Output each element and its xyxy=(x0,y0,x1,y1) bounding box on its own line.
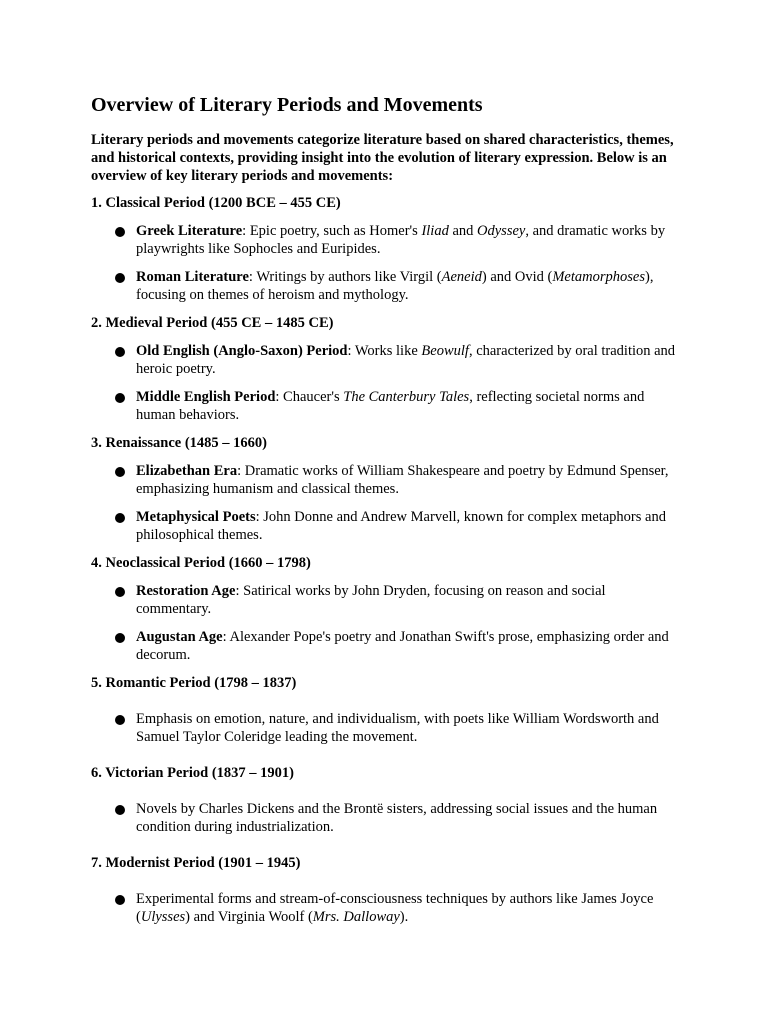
period-victorian xyxy=(91,764,681,836)
item-term: Greek Literature xyxy=(136,223,243,239)
item-text: Works like xyxy=(354,343,422,359)
item-term: Augustan Age xyxy=(136,629,223,645)
work-title: Aeneid xyxy=(441,269,482,285)
list-item xyxy=(115,222,681,258)
period-items xyxy=(91,582,681,664)
item-separator: : xyxy=(222,629,230,645)
item-text: and xyxy=(448,223,478,239)
period-items xyxy=(91,890,681,926)
item-term: Old English (Anglo-Saxon) Period xyxy=(136,343,348,359)
period-modernist xyxy=(91,854,681,926)
period-classical xyxy=(91,194,681,304)
item-text: Satirical works by John Dryden, focusing on reason and social commentary. xyxy=(136,583,606,617)
item-text: , reflecting societal norms and human behaviors. xyxy=(136,389,645,423)
item-separator: : xyxy=(275,389,284,405)
item-separator: : xyxy=(235,583,244,599)
item-text: , characterized by oral tradition and heroic poetry. xyxy=(136,343,676,377)
item-separator: : xyxy=(248,269,257,285)
bullet-icon xyxy=(115,633,125,643)
bullet-icon xyxy=(115,805,125,815)
work-title: Beowulf xyxy=(421,343,469,359)
item-text: John Donne and Andrew Marvell, known for complex metaphors and philosophical themes. xyxy=(136,509,666,543)
period-heading: 6. Victorian Period (1837 – 1901) xyxy=(91,765,294,781)
period-items xyxy=(91,710,681,746)
document-title: Overview of Literary Periods and Movements xyxy=(91,94,483,116)
list-item xyxy=(115,268,681,304)
period-heading: 2. Medieval Period (455 CE – 1485 CE) xyxy=(91,315,334,331)
work-title: Metamorphoses xyxy=(552,269,645,285)
item-term: Roman Literature xyxy=(136,269,249,285)
list-item xyxy=(115,342,681,378)
period-neoclassical xyxy=(91,554,681,664)
item-separator: : xyxy=(237,463,245,479)
bullet-icon xyxy=(115,347,125,357)
period-heading: 3. Renaissance (1485 – 1660) xyxy=(91,435,268,451)
item-text: Novels by Charles Dickens and the Brontë sisters, addressing social issues and the human condition during industrialization. xyxy=(136,801,658,835)
item-term: Restoration Age xyxy=(136,583,236,599)
item-text: ) and Virginia Woolf ( xyxy=(185,909,313,925)
list-item xyxy=(115,628,681,664)
period-items xyxy=(91,462,681,544)
document-page xyxy=(91,92,681,936)
item-term: Elizabethan Era xyxy=(136,463,238,479)
list-item xyxy=(115,582,681,618)
period-items xyxy=(91,800,681,836)
bullet-icon xyxy=(115,393,125,403)
item-text: Experimental forms and stream-of-consciousness techniques by authors like James Joyce ( xyxy=(136,891,654,925)
item-text: ). xyxy=(399,909,409,925)
work-title: Iliad xyxy=(421,223,449,239)
period-medieval xyxy=(91,314,681,424)
period-romantic xyxy=(91,674,681,746)
item-separator: : xyxy=(242,223,250,239)
period-items xyxy=(91,342,681,424)
item-text: Writings by authors like Virgil ( xyxy=(256,269,442,285)
work-title: Mrs. Dalloway xyxy=(312,909,400,925)
bullet-icon xyxy=(115,587,125,597)
list-item xyxy=(115,800,681,836)
item-separator: : xyxy=(347,343,355,359)
item-text: Chaucer's xyxy=(283,389,344,405)
work-title: Ulysses xyxy=(140,909,186,925)
period-heading: 5. Romantic Period (1798 – 1837) xyxy=(91,675,297,691)
item-text: Dramatic works of William Shakespeare and poetry by Edmund Spenser, emphasizing humanism and classical themes. xyxy=(136,463,669,497)
list-item xyxy=(115,710,681,746)
item-text: , and dramatic works by playwrights like Sophocles and Euripides. xyxy=(136,223,666,257)
list-item xyxy=(115,890,681,926)
item-text: ), focusing on themes of heroism and mythology. xyxy=(136,269,654,303)
bullet-icon xyxy=(115,715,125,725)
item-text: ) and Ovid ( xyxy=(481,269,553,285)
period-items xyxy=(91,222,681,304)
item-term: Middle English Period xyxy=(136,389,276,405)
period-heading: 7. Modernist Period (1901 – 1945) xyxy=(91,855,301,871)
period-renaissance xyxy=(91,434,681,544)
item-term: Metaphysical Poets xyxy=(136,509,256,525)
item-text: Emphasis on emotion, nature, and individualism, with poets like William Wordsworth and Samuel Taylor Coleridge leading the movement. xyxy=(136,711,659,745)
bullet-icon xyxy=(115,273,125,283)
work-title: Odyssey xyxy=(477,223,526,239)
item-text: Alexander Pope's poetry and Jonathan Swift's prose, emphasizing order and decorum. xyxy=(136,629,669,663)
period-heading: 1. Classical Period (1200 BCE – 455 CE) xyxy=(91,195,341,211)
intro-paragraph: Literary periods and movements categorize literature based on shared characteristics, themes, and historical contexts, providing insight into the evolution of literary expression. Below is an overview of key literary periods and movements: xyxy=(91,132,674,184)
bullet-icon xyxy=(115,227,125,237)
list-item xyxy=(115,508,681,544)
bullet-icon xyxy=(115,895,125,905)
period-heading: 4. Neoclassical Period (1660 – 1798) xyxy=(91,555,311,571)
item-text: Epic poetry, such as Homer's xyxy=(249,223,422,239)
list-item xyxy=(115,388,681,424)
bullet-icon xyxy=(115,513,125,523)
bullet-icon xyxy=(115,467,125,477)
item-separator: : xyxy=(255,509,264,525)
work-title: The Canterbury Tales xyxy=(343,389,470,405)
list-item xyxy=(115,462,681,498)
